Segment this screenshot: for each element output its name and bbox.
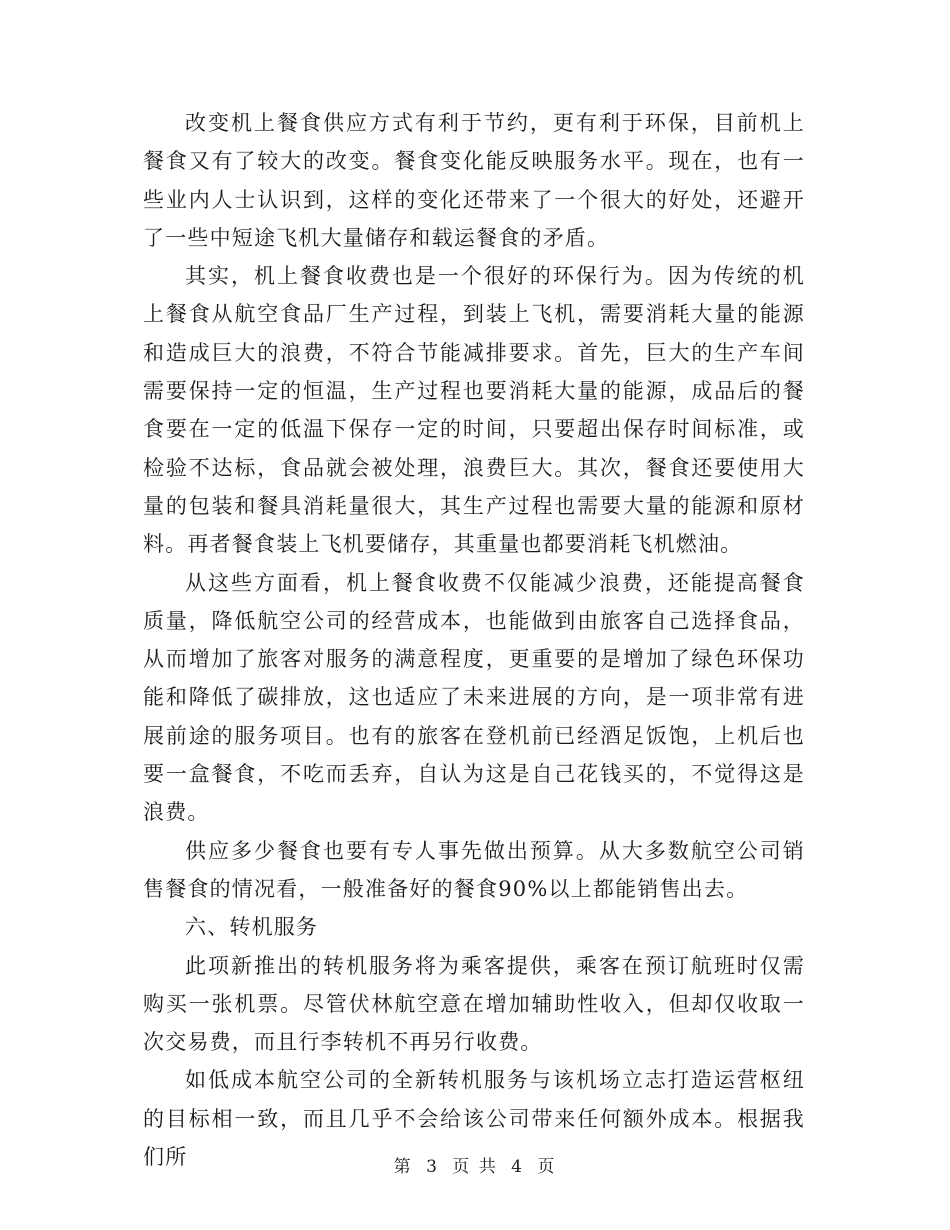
paragraph-meal-fee-environment: 其实，机上餐食收费也是一个很好的环保行为。因为传统的机上餐食从航空食品厂生产过程，到装上飞机，需要消耗大量的能源和造成巨大的浪费，不符合节能减排要求。首先，巨大的生产车间需要保持一定的恒温，生产过程也要消耗大量的能源，成品后的餐食要在一定的低温下保存一定的时间，只要超出保存时间标准，或检验不达标，食品就会被处理，浪费巨大。其次，餐食还要使用大量的包装和餐具消耗量很大，其生产过程也需要大量的能源和原材料。再者餐食装上飞机要储存，其重量也都要消耗飞机燃油。 <box>143 264 805 557</box>
paragraph-meal-budget: 供应多少餐食也要有专人事先做出预算。从大多数航空公司销售餐食的情况看，一般准备好的餐食90%以上都能销售出去。 <box>143 838 805 901</box>
document-body <box>143 104 805 1176</box>
paragraph-transfer-service: 此项新推出的转机服务将为乘客提供，乘客在预订航班时仅需购买一张机票。尽管伏林航空意在增加辅助性收入，但却仅收取一次交易费，而且行李转机不再另行收费。 <box>143 953 805 1055</box>
footer-suffix: 页 <box>537 1157 557 1177</box>
footer-middle: 页 共 <box>452 1157 498 1177</box>
paragraph-meal-supply-change: 改变机上餐食供应方式有利于节约，更有利于环保，目前机上餐食又有了较大的改变。餐食变化能反映服务水平。现在，也有一些业内人士认识到，这样的变化还带来了一个很大的好处，还避开了一些中短途飞机大量储存和载运餐食的矛盾。 <box>143 111 805 250</box>
footer-prefix: 第 <box>393 1157 413 1177</box>
paragraph-transfer-hub: 如低成本航空公司的全新转机服务与该机场立志打造运营枢纽的目标相一致，而且几乎不会给该公司带来任何额外成本。根据我们所 <box>143 1068 805 1170</box>
section-heading-transfer-service: 六、转机服务 <box>185 915 319 940</box>
page-footer <box>0 1152 950 1177</box>
paragraph-meal-fee-benefits: 从这些方面看，机上餐食收费不仅能减少浪费，还能提高餐食质量，降低航空公司的经营成本，也能做到由旅客自己选择食品，从而增加了旅客对服务的满意程度，更重要的是增加了绿色环保功能和降低了碳排放，这也适应了未来进展的方向，是一项非常有进展前途的服务项目。也有的旅客在登机前已经酒足饭饱，上机后也要一盒餐食，不吃而丢弃，自认为这是自己花钱买的，不觉得这是浪费。 <box>143 570 805 825</box>
page-number: 3 <box>426 1157 439 1177</box>
total-pages: 4 <box>511 1157 524 1177</box>
